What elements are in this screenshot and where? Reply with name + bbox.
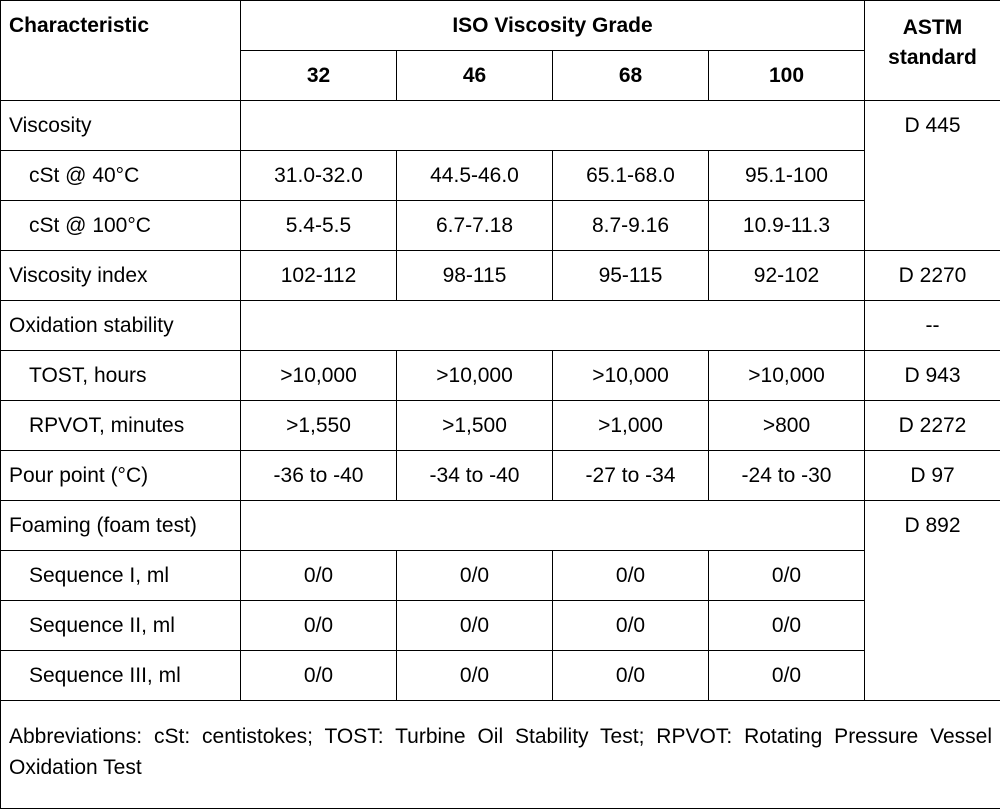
table-row-sequence-1 [1, 551, 1000, 601]
footnote: Abbreviations: cSt: centistokes; TOST: Turbine Oil Stability Test; RPVOT: Rotating Pressure Vessel Oxidation Test [1, 701, 1000, 809]
header-grade-100: 100 [709, 51, 865, 101]
row-label: Viscosity index [1, 251, 241, 301]
value-cell: 95.1-100 [709, 151, 865, 201]
header-astm-standard [865, 1, 1000, 101]
value-cell: >1,000 [553, 401, 709, 451]
astm-cell: D 892 [865, 501, 1000, 701]
value-cell: 8.7-9.16 [553, 201, 709, 251]
value-cell: 0/0 [709, 651, 865, 701]
value-cell: 0/0 [241, 651, 397, 701]
value-cell: 0/0 [553, 551, 709, 601]
value-cell: 0/0 [709, 601, 865, 651]
table-row-oxidation-stability [1, 301, 1000, 351]
value-cell: -24 to -30 [709, 451, 865, 501]
astm-cell: D 97 [865, 451, 1000, 501]
value-cell: 102-112 [241, 251, 397, 301]
value-cell: >1,550 [241, 401, 397, 451]
astm-cell: -- [865, 301, 1000, 351]
table-row-viscosity [1, 101, 1000, 151]
row-label: Oxidation stability [1, 301, 241, 351]
table-row-cst-40 [1, 151, 1000, 201]
value-cell: >800 [709, 401, 865, 451]
value-cell: 31.0-32.0 [241, 151, 397, 201]
row-label: TOST, hours [1, 351, 241, 401]
value-cell: 5.4-5.5 [241, 201, 397, 251]
value-cell: 92-102 [709, 251, 865, 301]
value-cell: >10,000 [709, 351, 865, 401]
value-cell: 0/0 [397, 651, 553, 701]
row-label: Sequence I, ml [1, 551, 241, 601]
table-row-sequence-2 [1, 601, 1000, 651]
header-grade-46: 46 [397, 51, 553, 101]
value-cell: 6.7-7.18 [397, 201, 553, 251]
value-cell: 0/0 [241, 551, 397, 601]
table-row-pour-point [1, 451, 1000, 501]
header-astm-line2: standard [888, 46, 977, 69]
value-cell: -36 to -40 [241, 451, 397, 501]
row-label: Pour point (°C) [1, 451, 241, 501]
row-label: Sequence II, ml [1, 601, 241, 651]
header-characteristic: Characteristic [1, 1, 241, 101]
value-cell: -27 to -34 [553, 451, 709, 501]
value-cell: 0/0 [241, 601, 397, 651]
row-label: cSt @ 100°C [1, 201, 241, 251]
value-cell: 0/0 [397, 601, 553, 651]
astm-cell: D 2272 [865, 401, 1000, 451]
row-label: cSt @ 40°C [1, 151, 241, 201]
row-label: Foaming (foam test) [1, 501, 241, 551]
value-cell: 65.1-68.0 [553, 151, 709, 201]
value-cell: >10,000 [241, 351, 397, 401]
empty-cell [241, 301, 865, 351]
table-row-rpvot [1, 401, 1000, 451]
table-row-foaming [1, 501, 1000, 551]
value-cell: 95-115 [553, 251, 709, 301]
table-row-sequence-3 [1, 651, 1000, 701]
header-grade-68: 68 [553, 51, 709, 101]
value-cell: 0/0 [709, 551, 865, 601]
value-cell: >10,000 [397, 351, 553, 401]
value-cell: 10.9-11.3 [709, 201, 865, 251]
value-cell: 0/0 [397, 551, 553, 601]
value-cell: 44.5-46.0 [397, 151, 553, 201]
value-cell: 0/0 [553, 601, 709, 651]
empty-cell [241, 101, 865, 151]
value-cell: -34 to -40 [397, 451, 553, 501]
footnote-row [1, 701, 1000, 809]
table-row-tost [1, 351, 1000, 401]
value-cell: 98-115 [397, 251, 553, 301]
value-cell: >1,500 [397, 401, 553, 451]
header-grade-32: 32 [241, 51, 397, 101]
astm-cell: D 2270 [865, 251, 1000, 301]
table-row-cst-100 [1, 201, 1000, 251]
row-label: Viscosity [1, 101, 241, 151]
astm-cell: D 943 [865, 351, 1000, 401]
table-row-viscosity-index [1, 251, 1000, 301]
astm-cell: D 445 [865, 101, 1000, 251]
header-iso-grade: ISO Viscosity Grade [241, 1, 865, 51]
value-cell: >10,000 [553, 351, 709, 401]
header-row-1 [1, 1, 1000, 51]
header-astm-line1: ASTM [903, 16, 963, 39]
value-cell: 0/0 [553, 651, 709, 701]
row-label: Sequence III, ml [1, 651, 241, 701]
row-label: RPVOT, minutes [1, 401, 241, 451]
empty-cell [241, 501, 865, 551]
